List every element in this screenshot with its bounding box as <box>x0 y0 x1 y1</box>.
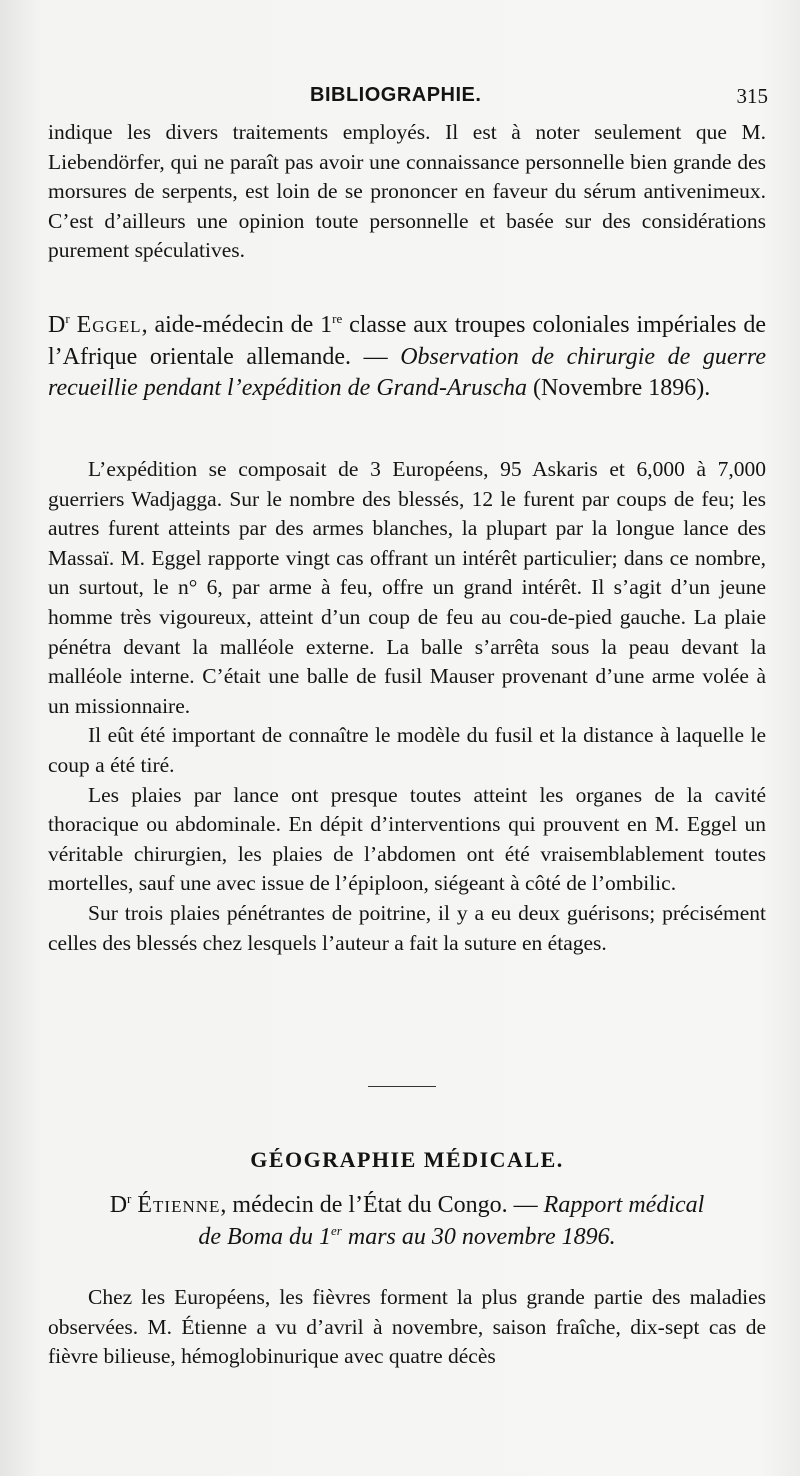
body-paragraph-4: Sur trois plaies pénétrantes de poitrine, il y a eu deux guérisons; précisément celles des blessés chez lesquels l’auteur a fait la suture en étages. <box>48 900 766 955</box>
work-title-a: Rapport médical <box>543 1192 705 1218</box>
entry-eggel <box>48 310 766 405</box>
page-number: 315 <box>736 84 768 108</box>
author-role: , médecin de l’État du Congo. — <box>220 1192 544 1218</box>
body-paragraph-3: Les plaies par lance ont presque toutes atteint les organes de la cavité thoracique ou abdominale. En dépit d’interventions qui prouvent en M. Eggel un véritable chirurgien, les plaies de l’abdomen ont été vraisemblablement toutes mortelles, sauf une avec issue de l’épiploon, siégeant à côté de l’ombilic. <box>48 782 766 896</box>
author-name: Eggel <box>76 312 142 338</box>
author-name: Étienne <box>137 1192 221 1218</box>
author-role-sup: re <box>332 311 343 326</box>
body-paragraph-1: L’expédition se composait de 3 Européens, 95 Askaris et 6,000 à 7,000 guerriers Wadjagga. Sur le nombre des blessés, 12 le furent par coups de feu; les autres furent atteints par des armes blanches, la plupart par la longue lance des Massaï. M. Eggel rapporte vingt cas offrant un intérêt particulier; dans ce nombre, un surtout, le n° 6, par arme à feu, offre un grand intérêt. Il s’agit d’un jeune homme très vigoureux, atteint d’un coup de feu au cou-de-pied gauche. La plaie pénétra devant la malléole externe. La balle s’arrêta sous la peau devant la malléole interne. C’était une balle de fusil Mauser provenant d’une arme volée à un missionnaire. <box>48 457 766 718</box>
author-role-a: , aide-médecin de 1 <box>141 312 333 338</box>
entry-etienne-body <box>48 1283 766 1372</box>
work-date: (Novembre 1896). <box>526 375 711 401</box>
doctor-prefix-sup: r <box>65 311 70 326</box>
work-title-c: mars au 30 novembre 1896. <box>341 1223 616 1250</box>
doctor-prefix: D <box>48 312 66 338</box>
work-title-sup: er <box>331 1222 342 1238</box>
doctor-prefix: D <box>109 1192 128 1218</box>
doctor-prefix-sup: r <box>127 1191 132 1206</box>
continued-paragraph-block <box>48 118 766 266</box>
work-title-b: de Boma du 1 <box>198 1223 332 1250</box>
author-role-b: classe aux troupes coloniales impériales de l’Afrique orientale allemande. — <box>48 312 767 370</box>
work-title: Observation de chirurgie de guerre recueillie pendant l’expédition de Grand-Aruscha <box>48 343 766 401</box>
entry-eggel-body <box>48 455 766 958</box>
section-title: GÉOGRAPHIE MÉDICALE. <box>250 1147 564 1172</box>
body-paragraph-2: Il eût été important de connaître le modèle du fusil et la distance à laquelle le coup a été tiré. <box>48 723 766 777</box>
section-divider <box>368 1086 436 1087</box>
page-header <box>48 80 768 110</box>
entry-etienne-line-2 <box>48 1222 766 1254</box>
body-paragraph-last: Chez les Européens, les fièvres forment la plus grande partie des maladies observées. M. Étienne a vu d’avril à novembre, saison fraîche, dix-sept cas de fièvre bilieuse, hémoglobinurique avec quatre décès <box>48 1285 766 1369</box>
continued-paragraph: indique les divers traitements employés. Il est à noter seulement que M. Liebendörfer, qui ne paraît pas avoir une connaissance personnelle bien grande des morsures de serpents, est loin de se prononcer en faveur du sérum antivenimeux. C’est d’ailleurs une opinion toute personnelle et basée sur des considérations purement spéculatives. <box>48 120 766 263</box>
entry-etienne-heading <box>48 1190 766 1253</box>
running-title: BIBLIOGRAPHIE. <box>310 84 482 106</box>
entry-eggel-heading <box>48 310 766 405</box>
entry-etienne <box>48 1190 766 1253</box>
entry-etienne-line-1 <box>48 1190 766 1222</box>
